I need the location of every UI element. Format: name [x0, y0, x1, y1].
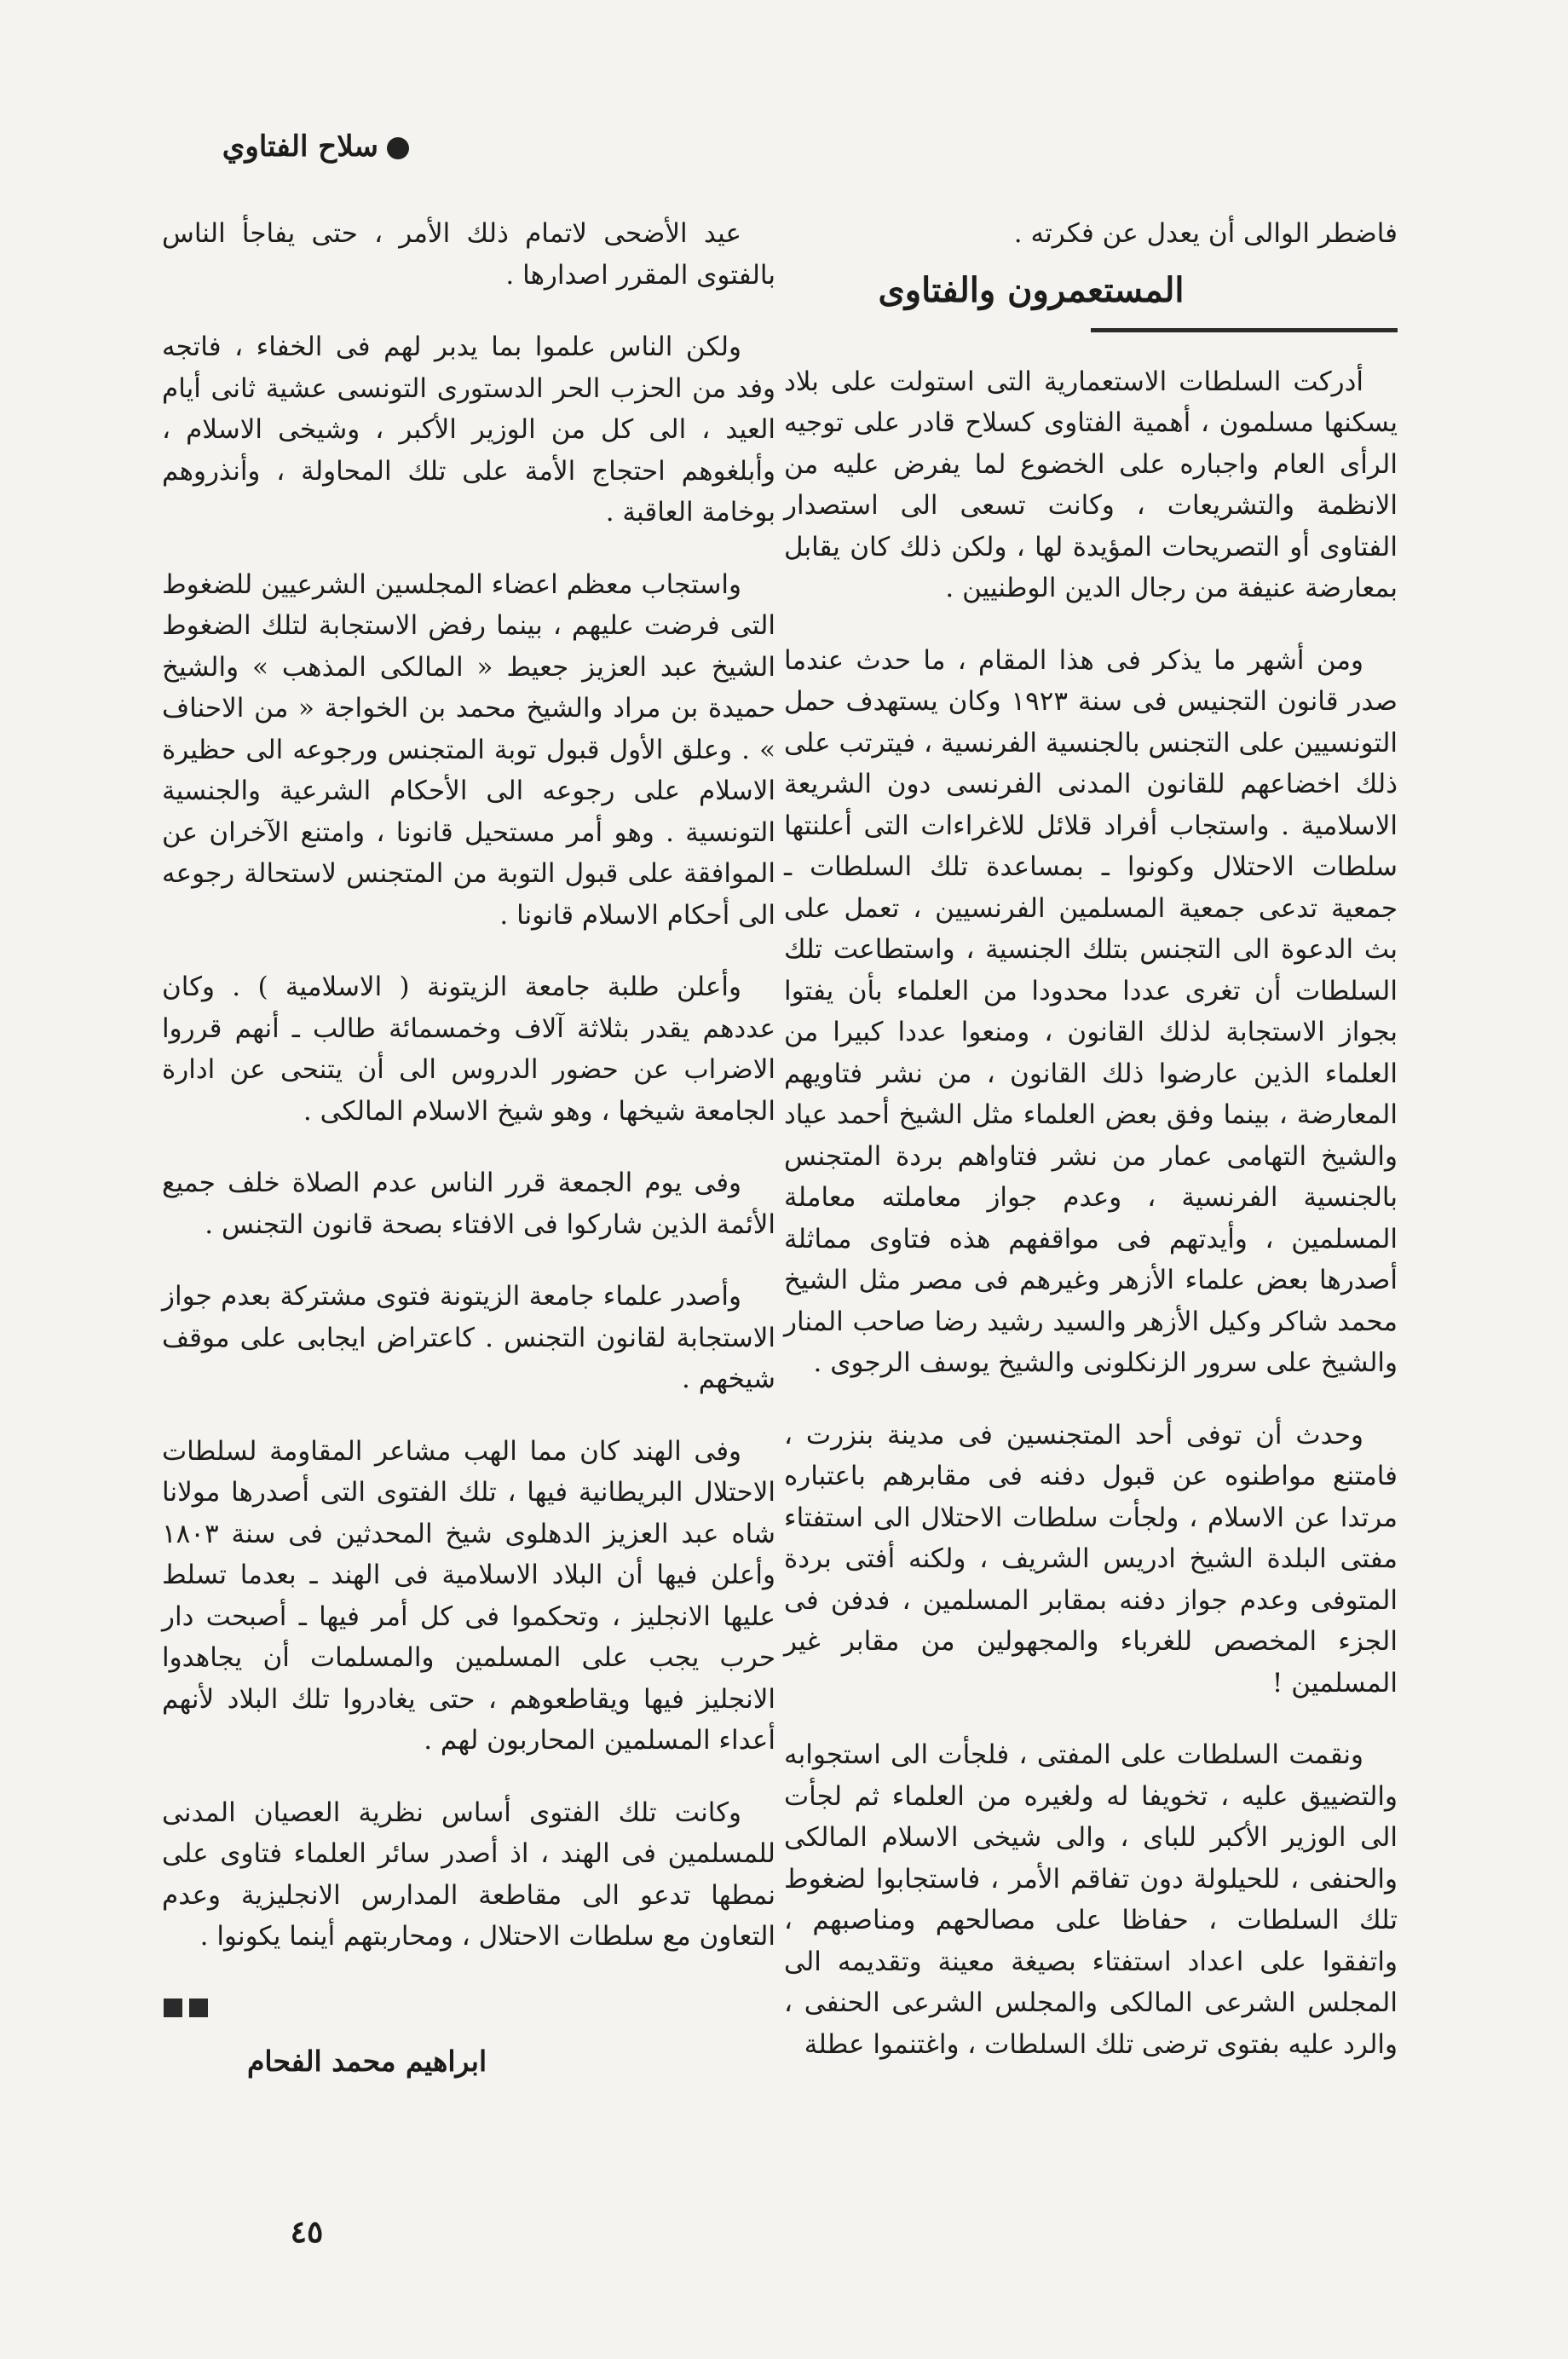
page-number: ٤٥: [290, 2214, 324, 2250]
paragraph: وأعلن طلبة جامعة الزيتونة ( الاسلامية ) . وكان عددهم يقدر بثلاثة آلاف وخمسمائة طالب ـ أنهم قرروا الاضراب عن حضور الدروس الى أن يتنحى عن ادارة الجامعة شيخها ، وهو شيخ الاسلام المالكى .: [162, 972, 775, 1127]
page-header: [136, 130, 409, 164]
paragraph: ومن أشهر ما يذكر فى هذا المقام ، ما حدث عندما صدر قانون التجنيس فى سنة ١٩٢٣ وكان يستهدف حمل التونسيين على التجنس بالجنسية الفرنسية ، فيترتب على ذلك اخضاعهم للقانون المدنى الفرنسى دون الشريعة الاسلامية . واستجاب أفراد قلائل للاغراءات التى أعلنتها سلطات الاحتلال وكونوا ـ بمساعدة تلك السلطات ـ جمعية تدعى جمعية المسلمين الفرنسيين ، تعمل على بث الدعوة الى التجنس بتلك الجنسية ، واستطاعت تلك السلطات أن تغرى عددا محدودا من العلماء بأن يفتوا بجواز الاستجابة لذلك القانون ، ومنعوا عددا كبيرا من العلماء الذين عارضوا ذلك القانون ، من نشر فتاويهم المعارضة ، بينما وفق بعض العلماء مثل الشيخ أحمد عياد والشيخ التهامى عمار من نشر فتاواهم بردة المتجنس بالجنسية الفرنسية ، وعدم جواز معاملته معاملة المسلمين ، وأيدتهم فى مواقفهم هذه فتاوى مماثلة أصدرها بعض علماء الأزهر وغيرهم فى مصر مثل الشيخ محمد شاكر وكيل الأزهر والسيد رشيد رضا صاحب المنار والشيخ على سرور الزنكلونى والشيخ يوسف الرجوى .: [784, 644, 1398, 1378]
paragraph: ولكن الناس علموا بما يدبر لهم فى الخفاء ، فاتجه وفد من الحزب الحر الدستورى التونسى عشية ثانى أيام العيد ، الى كل من الوزير الأكبر ، وشيخى الاسلام ، وأبلغوهم احتجاج الأمة على تلك المحاولة ، وأنذروهم بوخامة العاقبة .: [162, 332, 776, 528]
paragraph: أدركت السلطات الاستعمارية التى استولت على بلاد يسكنها مسلمون ، أهمية الفتاوى كسلاح قادر على توجيه الرأى العام واجباره على الخضوع لما يفرض عليه من الانظمة والتشريعات ، وكانت تسعى الى استصدار الفتاوى أو التصريحات المؤيدة لها ، ولكن ذلك كان يقابل بمعارضة عنيفة من رجال الدين الوطنيين .: [784, 366, 1398, 603]
paragraph: عيد الأضحى لاتمام ذلك الأمر ، حتى يفاجأ الناس بالفتوى المقرر اصدارها .: [162, 218, 775, 291]
square-icon: [164, 1999, 182, 2017]
left-column: [162, 213, 775, 2083]
paragraph: وكانت تلك الفتوى أساس نظرية العصيان المدنى للمسلمين فى الهند ، اذ أصدر سائر العلماء فتاوى على نمطها تدعو الى مقاطعة المدارس الانجليزية وعدم التعاون مع سلطات الاحتلال ، ومحاربتهم أينما يكونوا .: [162, 1797, 775, 1952]
paragraph: وفى يوم الجمعة قرر الناس عدم الصلاة خلف جميع الأئمة الذين شاركوا فى الافتاء بصحة قانون التجنس .: [162, 1168, 775, 1240]
lead-sentence: فاضطر الوالى أن يعدل عن فكرته .: [1013, 218, 1398, 249]
right-column: [784, 213, 1398, 2096]
paragraph: ونقمت السلطات على المفتى ، فلجأت الى استجوابه والتضييق عليه ، تخويفا له ولغيره من العلماء ثم لجأت الى الوزير الأكبر للباى ، والى شيخى الاسلام المالكى والحنفى ، للحيلولة دون تفاقم الأمر ، فاستجابوا لضغوط تلك السلطات ، حفاظا على مصالحهم ومناصبهم ، واتفقوا على اعداد استفتاء بصيغة معينة وتقديمه الى المجلس الشرعى المالكى والمجلس الشرعى الحنفى ، والرد عليه بفتوى ترضى تلك السلطات ، واغتنموا عطلة: [784, 1739, 1398, 2060]
square-icon: [189, 1999, 208, 2017]
title-underline: [1091, 328, 1398, 332]
paragraph: وحدث أن توفى أحد المتجنسين فى مدينة بنزرت ، فامتنع مواطنوه عن قبول دفنه فى مقابرهم باعتباره مرتدا عن الاسلام ، ولجأت سلطات الاحتلال الى استفتاء مفتى البلدة الشيخ ادريس الشريف ، ولكنه أفتى بردة المتوفى وعدم جواز دفنه بمقابر المسلمين ، فدفن فى الجزء المخصص للغرباء والمجهولين من مقابر غير المسلمين !: [784, 1419, 1398, 1699]
section-title: المستعمرون والفتاوى: [878, 269, 1185, 310]
header-title: سلاح الفتاوي: [222, 130, 378, 164]
paragraph: واستجاب معظم اعضاء المجلسين الشرعيين للضغوط التى فرضت عليهم ، بينما رفض الاستجابة لتلك الضغوط الشيخ عبد العزيز جعيط « المالكى المذهب » والشيخ حميدة بن مراد والشيخ محمد بن الخواجة « من الاحناف » . وعلق الأول قبول توبة المتجنس ورجوعه الى حظيرة الاسلام على رجوعه الى الأحكام الشرعية والجنسية التونسية . وهو أمر مستحيل قانونا ، وامتنع الآخران عن الموافقة على قبول التوبة من المتجنس لاستحالة رجوعه الى أحكام الاسلام قانونا .: [162, 568, 775, 931]
header-bullet-icon: [387, 137, 409, 159]
paragraph: وفى الهند كان مما الهب مشاعر المقاومة لسلطات الاحتلال البريطانية فيها ، تلك الفتوى التى أصدرها مولانا شاه عبد العزيز الدهلوى شيخ المحدثين فى سنة ١٨٠٣ وأعلن فيها أن البلاد الاسلامية فى الهند ـ بعدما تسلط عليها الانجليز ، وتحكموا فى كل أمر فيها ـ أصبحت دار حرب يجب على المسلمين والمسلمات أن يجاهدوا الانجليز فيها ويقاطعوهم ، حتى يغادروا تلك البلاد لأنهم أعداء المسلمين المحاربون لهم .: [162, 1435, 775, 1756]
paragraph: وأصدر علماء جامعة الزيتونة فتوى مشتركة بعدم جواز الاستجابة لقانون التجنس . كاعتراض ايجابى على موقف شيخهم .: [162, 1281, 775, 1394]
end-of-article-mark: [162, 1988, 775, 2030]
author-signature: ابراهيم محمد الفحام: [247, 2045, 487, 2078]
